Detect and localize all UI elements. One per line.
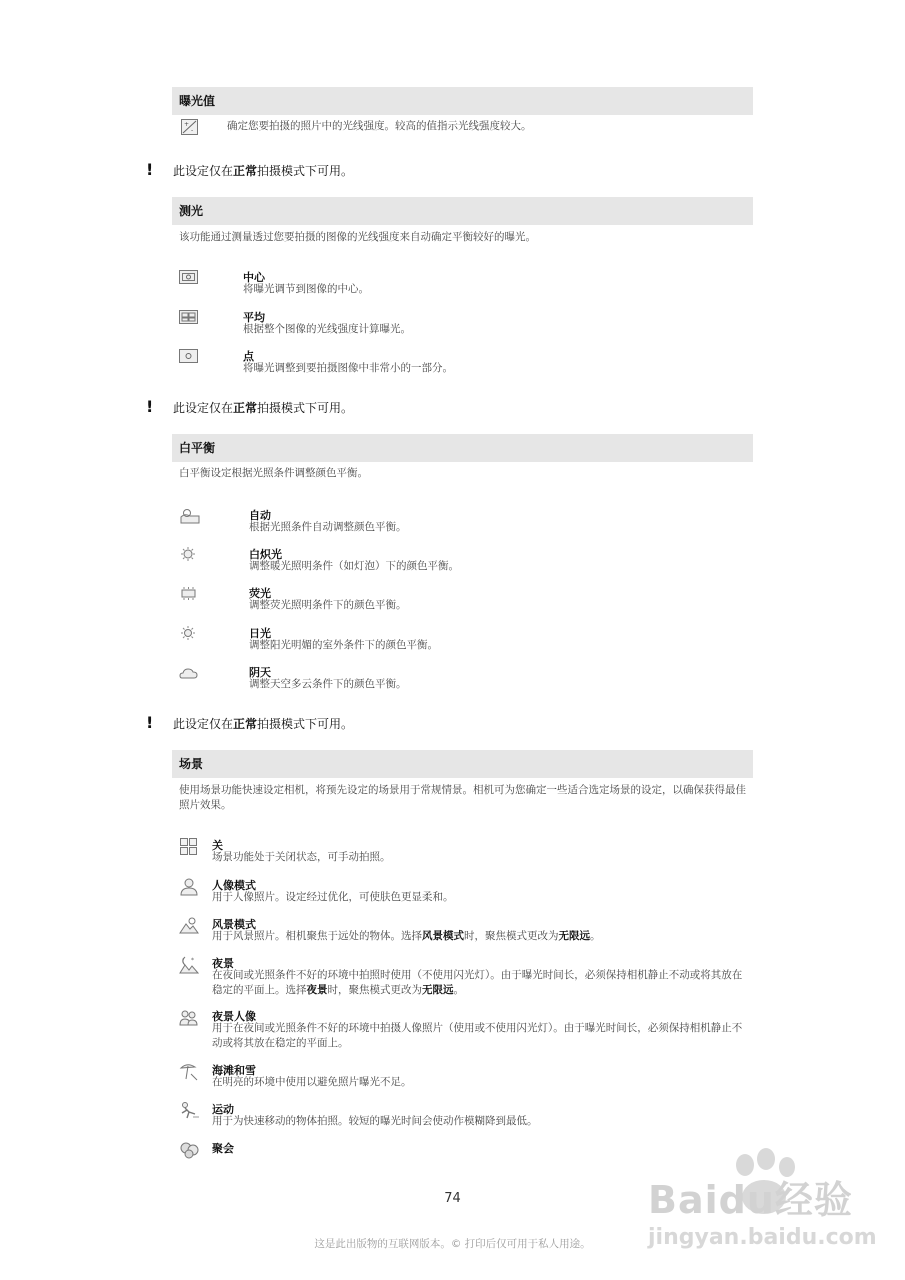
beach-snow-icon	[179, 1062, 199, 1080]
scene-off-icon	[179, 837, 199, 855]
cloudy-icon	[179, 664, 199, 682]
night-desc: 在夜间或光照条件不好的环境中拍照时使用（不使用闪光灯）。由于曝光时间长，必须保持相机静止不动或将其放在稳定的平面上。选择夜景时，聚焦模式更改为无限远。	[212, 969, 743, 996]
portrait-icon	[179, 877, 199, 895]
white-balance-header: 白平衡	[172, 434, 753, 462]
fluorescent-icon	[179, 585, 199, 603]
spot-metering-icon	[179, 348, 199, 366]
average-metering-icon	[179, 309, 199, 327]
incandescent-icon	[179, 546, 199, 564]
landscape-icon	[179, 916, 199, 934]
footer-notice: 这是此出版物的互联网版本。© 打印后仅可用于私人用途。	[314, 1238, 591, 1250]
watermark-logo: Baidu经验	[648, 1178, 853, 1222]
watermark-url: jingyan.baidu.com	[648, 1225, 877, 1250]
svg-text:+: +	[184, 121, 190, 128]
white-balance-desc: 白平衡设定根据光照条件调整颜色平衡。	[179, 467, 368, 479]
svg-text:-: -	[191, 127, 194, 134]
scenes-header: 场景	[172, 750, 753, 778]
exposure-desc: 确定您要拍摄的照片中的光线强度。较高的值指示光线强度较大。	[227, 120, 532, 132]
exclamation-icon: !	[146, 160, 154, 179]
exposure-header: 曝光值	[172, 87, 753, 115]
party-icon	[179, 1140, 199, 1158]
exclamation-icon: !	[146, 713, 154, 732]
metering-desc: 该功能通过测量透过您要拍摄的图像的光线强度来自动确定平衡较好的曝光。	[179, 231, 536, 243]
landscape-desc: 用于风景照片。相机聚焦于远处的物体。选择风景模式时，聚焦模式更改为无限远。	[212, 930, 601, 942]
exposure-icon	[181, 119, 201, 137]
metering-header: 测光	[172, 197, 753, 225]
scenes-desc: 使用场景功能快速设定相机，将预先设定的场景用于常规情景。相机可为您确定一些适合选定场景的设定，以确保获得最佳照片效果。	[179, 784, 746, 811]
night-scene-icon	[179, 955, 199, 973]
auto-wb-icon	[179, 507, 199, 525]
night-portrait-icon	[179, 1008, 199, 1026]
daylight-icon	[179, 625, 199, 643]
exclamation-icon: !	[146, 397, 154, 416]
page-number: 74	[444, 1191, 461, 1206]
baidu-watermark	[648, 1145, 877, 1275]
sports-icon	[179, 1101, 199, 1119]
center-metering-icon	[179, 269, 199, 287]
svg-text:*: *	[191, 957, 194, 964]
